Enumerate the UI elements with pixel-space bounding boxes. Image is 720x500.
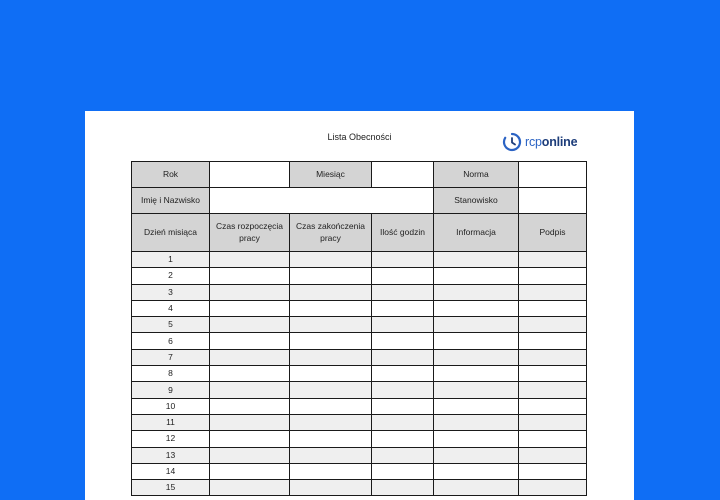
hours-cell[interactable] xyxy=(372,317,434,333)
day-number: 14 xyxy=(132,463,210,479)
end-time-cell[interactable] xyxy=(290,349,372,365)
table-row xyxy=(132,252,587,268)
rok-value-cell[interactable] xyxy=(210,162,290,188)
end-time-cell[interactable] xyxy=(290,252,372,268)
signature-cell[interactable] xyxy=(519,284,587,300)
info-cell[interactable] xyxy=(434,252,519,268)
start-time-cell[interactable] xyxy=(210,349,290,365)
signature-cell[interactable] xyxy=(519,414,587,430)
end-time-cell[interactable] xyxy=(290,268,372,284)
start-time-cell[interactable] xyxy=(210,300,290,316)
hours-cell[interactable] xyxy=(372,300,434,316)
start-time-cell[interactable] xyxy=(210,382,290,398)
signature-cell[interactable] xyxy=(519,463,587,479)
hours-cell[interactable] xyxy=(372,284,434,300)
miesiac-label: Miesiąc xyxy=(290,162,372,188)
stanowisko-value-cell[interactable] xyxy=(519,188,587,214)
signature-cell[interactable] xyxy=(519,268,587,284)
signature-cell[interactable] xyxy=(519,366,587,382)
clock-icon xyxy=(501,131,523,153)
table-row xyxy=(132,463,587,479)
signature-cell[interactable] xyxy=(519,252,587,268)
imie-nazwisko-label: Imię i Nazwisko xyxy=(132,188,210,214)
hours-cell[interactable] xyxy=(372,431,434,447)
hours-cell[interactable] xyxy=(372,366,434,382)
hours-cell[interactable] xyxy=(372,333,434,349)
info-cell[interactable] xyxy=(434,398,519,414)
table-row xyxy=(132,366,587,382)
day-number: 15 xyxy=(132,480,210,496)
info-cell[interactable] xyxy=(434,268,519,284)
signature-cell[interactable] xyxy=(519,480,587,496)
norma-label: Norma xyxy=(434,162,519,188)
end-time-cell[interactable] xyxy=(290,431,372,447)
signature-cell[interactable] xyxy=(519,317,587,333)
rcponline-logo xyxy=(501,131,577,153)
day-number: 10 xyxy=(132,398,210,414)
signature-cell[interactable] xyxy=(519,300,587,316)
day-number: 1 xyxy=(132,252,210,268)
col-ilosc-godzin: Ilość godzin xyxy=(372,214,434,252)
day-number: 5 xyxy=(132,317,210,333)
info-cell[interactable] xyxy=(434,284,519,300)
table-row xyxy=(132,382,587,398)
stanowisko-label: Stanowisko xyxy=(434,188,519,214)
start-time-cell[interactable] xyxy=(210,252,290,268)
day-number: 2 xyxy=(132,268,210,284)
info-cell[interactable] xyxy=(434,349,519,365)
start-time-cell[interactable] xyxy=(210,333,290,349)
document-title: Lista Obecności xyxy=(327,132,392,142)
day-number: 11 xyxy=(132,414,210,430)
attendance-table xyxy=(131,161,587,496)
info-cell[interactable] xyxy=(434,480,519,496)
signature-cell[interactable] xyxy=(519,398,587,414)
info-cell[interactable] xyxy=(434,300,519,316)
start-time-cell[interactable] xyxy=(210,398,290,414)
col-czas-rozpoczecia: Czas rozpoczęcia pracy xyxy=(210,214,290,252)
info-cell[interactable] xyxy=(434,447,519,463)
hours-cell[interactable] xyxy=(372,398,434,414)
hours-cell[interactable] xyxy=(372,480,434,496)
signature-cell[interactable] xyxy=(519,349,587,365)
attendance-sheet xyxy=(85,111,634,500)
info-cell[interactable] xyxy=(434,463,519,479)
info-cell[interactable] xyxy=(434,317,519,333)
imie-nazwisko-value-cell[interactable] xyxy=(210,188,434,214)
table-row xyxy=(132,414,587,430)
logo-prefix: rcp xyxy=(525,135,542,149)
end-time-cell[interactable] xyxy=(290,317,372,333)
end-time-cell[interactable] xyxy=(290,398,372,414)
miesiac-value-cell[interactable] xyxy=(372,162,434,188)
start-time-cell[interactable] xyxy=(210,284,290,300)
signature-cell[interactable] xyxy=(519,382,587,398)
signature-cell[interactable] xyxy=(519,333,587,349)
header-row-1 xyxy=(132,162,587,188)
start-time-cell[interactable] xyxy=(210,366,290,382)
hours-cell[interactable] xyxy=(372,252,434,268)
day-number: 8 xyxy=(132,366,210,382)
header-row-2 xyxy=(132,188,587,214)
table-row xyxy=(132,349,587,365)
signature-cell[interactable] xyxy=(519,431,587,447)
start-time-cell[interactable] xyxy=(210,431,290,447)
table-row xyxy=(132,317,587,333)
col-dzien: Dzień misiąca xyxy=(132,214,210,252)
day-number: 7 xyxy=(132,349,210,365)
table-row xyxy=(132,447,587,463)
column-header-row xyxy=(132,214,587,252)
table-row xyxy=(132,480,587,496)
info-cell[interactable] xyxy=(434,366,519,382)
end-time-cell[interactable] xyxy=(290,463,372,479)
start-time-cell[interactable] xyxy=(210,480,290,496)
end-time-cell[interactable] xyxy=(290,480,372,496)
hours-cell[interactable] xyxy=(372,447,434,463)
info-cell[interactable] xyxy=(434,414,519,430)
col-podpis: Podpis xyxy=(519,214,587,252)
start-time-cell[interactable] xyxy=(210,414,290,430)
table-row xyxy=(132,333,587,349)
start-time-cell[interactable] xyxy=(210,447,290,463)
table-row xyxy=(132,284,587,300)
info-cell[interactable] xyxy=(434,333,519,349)
table-row xyxy=(132,268,587,284)
rok-label: Rok xyxy=(132,162,210,188)
logo-text xyxy=(525,135,577,149)
end-time-cell[interactable] xyxy=(290,382,372,398)
col-informacja: Informacja xyxy=(434,214,519,252)
day-number: 6 xyxy=(132,333,210,349)
end-time-cell[interactable] xyxy=(290,284,372,300)
hours-cell[interactable] xyxy=(372,268,434,284)
start-time-cell[interactable] xyxy=(210,317,290,333)
info-cell[interactable] xyxy=(434,382,519,398)
end-time-cell[interactable] xyxy=(290,366,372,382)
day-number: 3 xyxy=(132,284,210,300)
col-czas-zakonczenia: Czas zakończenia pracy xyxy=(290,214,372,252)
end-time-cell[interactable] xyxy=(290,414,372,430)
hours-cell[interactable] xyxy=(372,349,434,365)
table-row xyxy=(132,300,587,316)
day-number: 4 xyxy=(132,300,210,316)
hours-cell[interactable] xyxy=(372,382,434,398)
start-time-cell[interactable] xyxy=(210,463,290,479)
logo-suffix: online xyxy=(541,135,578,149)
day-number: 9 xyxy=(132,382,210,398)
end-time-cell[interactable] xyxy=(290,300,372,316)
signature-cell[interactable] xyxy=(519,447,587,463)
table-row xyxy=(132,431,587,447)
end-time-cell[interactable] xyxy=(290,447,372,463)
day-number: 12 xyxy=(132,431,210,447)
hours-cell[interactable] xyxy=(372,414,434,430)
norma-value-cell[interactable] xyxy=(519,162,587,188)
table-row xyxy=(132,398,587,414)
end-time-cell[interactable] xyxy=(290,333,372,349)
info-cell[interactable] xyxy=(434,431,519,447)
start-time-cell[interactable] xyxy=(210,268,290,284)
hours-cell[interactable] xyxy=(372,463,434,479)
day-number: 13 xyxy=(132,447,210,463)
